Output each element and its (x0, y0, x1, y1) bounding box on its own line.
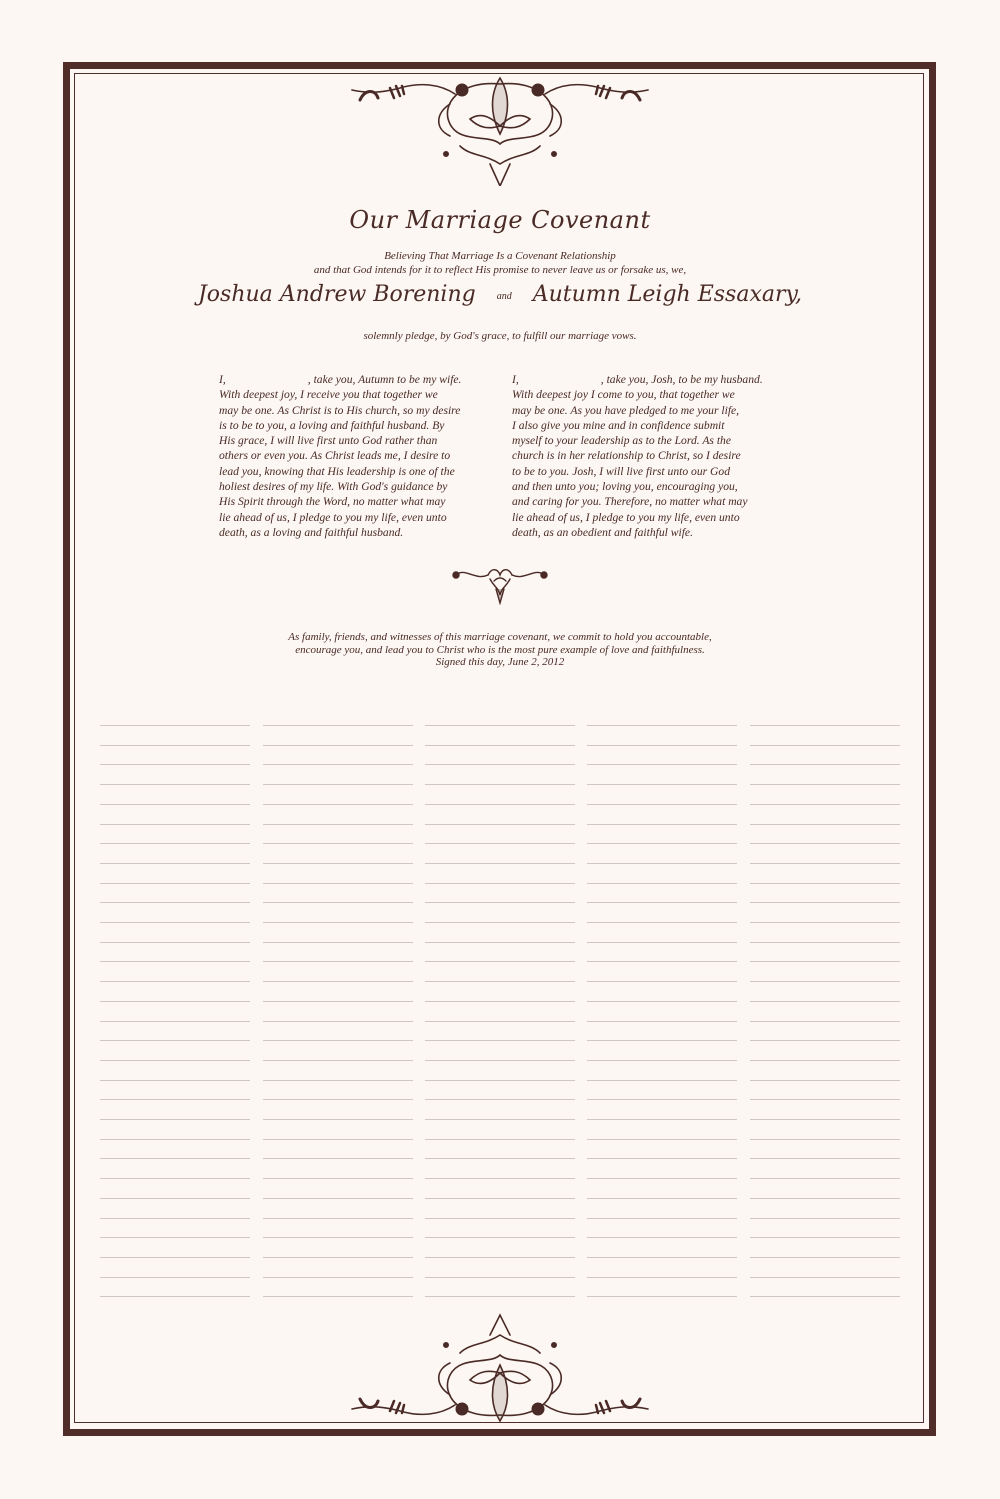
signature-line[interactable] (425, 1198, 575, 1199)
vow-line: may be one. As you have pledged to me your life, (512, 403, 740, 417)
signature-line[interactable] (587, 1257, 737, 1258)
vow-line: may be one. As Christ is to His church, so my desire (219, 403, 461, 417)
vow-line: His Spirit through the Word, no matter what may (219, 495, 446, 509)
signature-line[interactable] (100, 922, 250, 923)
signed-date: Signed this day, June 2, 2012 (435, 656, 565, 668)
signature-line[interactable] (587, 1277, 737, 1278)
signature-line[interactable] (750, 961, 900, 962)
signature-line[interactable] (425, 922, 575, 923)
signature-line[interactable] (100, 1277, 250, 1278)
signature-line[interactable] (587, 942, 737, 943)
signature-line[interactable] (750, 1277, 900, 1278)
signature-line[interactable] (425, 883, 575, 884)
signature-line[interactable] (587, 883, 737, 884)
signature-line[interactable] (425, 1277, 575, 1278)
signature-line[interactable] (425, 824, 575, 825)
signature-line[interactable] (100, 942, 250, 943)
witness-statement (0, 631, 1000, 669)
signature-line[interactable] (263, 804, 413, 805)
signature-line[interactable] (263, 1080, 413, 1081)
signature-line[interactable] (425, 804, 575, 805)
signature-line[interactable] (263, 1257, 413, 1258)
signature-line[interactable] (263, 1237, 413, 1238)
signature-line[interactable] (750, 1178, 900, 1179)
signature-line[interactable] (425, 1119, 575, 1120)
vow-line: church is in her relationship to Christ, so I desire (512, 449, 741, 463)
signature-line[interactable] (100, 1021, 250, 1022)
signature-line[interactable] (263, 1099, 413, 1100)
signature-line[interactable] (263, 1060, 413, 1061)
signature-line[interactable] (587, 1178, 737, 1179)
signature-line[interactable] (425, 784, 575, 785)
vow-first-line (512, 372, 802, 387)
signature-line[interactable] (750, 1119, 900, 1120)
signature-line[interactable] (425, 843, 575, 844)
signature-line[interactable] (263, 764, 413, 765)
bottom-flourish-icon (340, 1310, 660, 1425)
signature-line[interactable] (263, 1040, 413, 1041)
signature-line[interactable] (425, 1099, 575, 1100)
pledge-text: solemnly pledge, by God's grace, to fulfill our marriage vows. (363, 330, 637, 342)
signature-line[interactable] (587, 922, 737, 923)
signature-line[interactable] (750, 1060, 900, 1061)
signature-line[interactable] (750, 1040, 900, 1041)
signature-line[interactable] (263, 902, 413, 903)
signature-line[interactable] (263, 1158, 413, 1159)
signature-line[interactable] (587, 1218, 737, 1219)
signature-line[interactable] (750, 1021, 900, 1022)
signature-line[interactable] (263, 1178, 413, 1179)
vow-prefix: I, (219, 373, 226, 386)
vow-line: death, as a loving and faithful husband. (219, 525, 404, 539)
vow-line: death, as an obedient and faithful wife. (512, 525, 693, 539)
signature-line[interactable] (100, 1257, 250, 1258)
signature-line[interactable] (750, 1158, 900, 1159)
signature-line[interactable] (100, 1139, 250, 1140)
vow-first-line (219, 372, 509, 387)
signature-line[interactable] (750, 1296, 900, 1297)
signature-line[interactable] (100, 863, 250, 864)
signature-line[interactable] (100, 745, 250, 746)
signature-line[interactable] (750, 981, 900, 982)
signature-line[interactable] (425, 745, 575, 746)
couple-names (0, 282, 1000, 307)
signature-line[interactable] (100, 1178, 250, 1179)
vow-suffix: , take you, Autumn to be my wife. (307, 373, 462, 386)
signature-line[interactable] (263, 942, 413, 943)
signature-line[interactable] (263, 1119, 413, 1120)
signature-line[interactable] (425, 863, 575, 864)
signature-line[interactable] (587, 745, 737, 746)
vow-line: I also give you mine and in confidence submit (512, 418, 725, 432)
signature-line[interactable] (100, 883, 250, 884)
signature-line[interactable] (263, 843, 413, 844)
groom-vows (219, 372, 509, 540)
signature-line[interactable] (100, 1198, 250, 1199)
signature-line[interactable] (263, 1198, 413, 1199)
signature-line[interactable] (425, 1178, 575, 1179)
signature-line[interactable] (587, 1139, 737, 1140)
signature-line[interactable] (750, 1218, 900, 1219)
signature-line[interactable] (750, 1198, 900, 1199)
page-title: Our Marriage Covenant (349, 206, 651, 234)
signature-line[interactable] (100, 824, 250, 825)
vow-line: and then unto you; loving you, encouraging you, (512, 480, 738, 494)
signature-line[interactable] (750, 1257, 900, 1258)
signature-line[interactable] (425, 1001, 575, 1002)
signature-line[interactable] (100, 1237, 250, 1238)
signature-line[interactable] (750, 824, 900, 825)
signature-line[interactable] (263, 745, 413, 746)
signature-line[interactable] (100, 961, 250, 962)
signature-line[interactable] (750, 1099, 900, 1100)
signature-line[interactable] (100, 784, 250, 785)
vow-suffix: , take you, Josh, to be my husband. (600, 373, 763, 386)
signature-line[interactable] (425, 1060, 575, 1061)
signature-line[interactable] (263, 784, 413, 785)
vow-line: His grace, I will live first unto God rather than (219, 434, 438, 448)
signature-line[interactable] (263, 1139, 413, 1140)
witness-line: As family, friends, and witnesses of this marriage covenant, we commit to hold you accountable, (288, 631, 712, 643)
vow-line: others or even you. As Christ leads me, I desire to (219, 449, 451, 463)
signature-line[interactable] (587, 1001, 737, 1002)
signature-line[interactable] (100, 981, 250, 982)
signature-line[interactable] (425, 902, 575, 903)
bride-vows (512, 372, 802, 540)
signature-line[interactable] (100, 1099, 250, 1100)
bride-name: Autumn Leigh Essaxary, (532, 282, 802, 307)
vow-line: lie ahead of us, I pledge to you my life, even unto (219, 510, 447, 524)
signature-line[interactable] (750, 902, 900, 903)
signature-line[interactable] (425, 1080, 575, 1081)
signature-line[interactable] (263, 863, 413, 864)
signature-line[interactable] (750, 745, 900, 746)
signature-line[interactable] (100, 1119, 250, 1120)
signature-line[interactable] (263, 1277, 413, 1278)
signature-line[interactable] (587, 1099, 737, 1100)
signature-line[interactable] (750, 784, 900, 785)
signature-line[interactable] (750, 883, 900, 884)
vow-line: and caring for you. Therefore, no matter what may (512, 495, 748, 509)
signature-line[interactable] (587, 784, 737, 785)
signature-line[interactable] (587, 725, 737, 726)
signature-line[interactable] (750, 1139, 900, 1140)
names-connector: and (496, 291, 512, 302)
signature-line[interactable] (425, 1257, 575, 1258)
signature-line[interactable] (750, 725, 900, 726)
signature-line[interactable] (100, 1001, 250, 1002)
vow-line: With deepest joy, I receive you that together we (219, 388, 438, 402)
signature-line[interactable] (100, 764, 250, 765)
signature-line[interactable] (425, 1237, 575, 1238)
signature-line[interactable] (425, 764, 575, 765)
signature-line[interactable] (263, 824, 413, 825)
vow-line: myself to your leadership as to the Lord. As the (512, 434, 731, 448)
signature-line[interactable] (587, 1198, 737, 1199)
signature-line[interactable] (425, 1218, 575, 1219)
signature-line[interactable] (425, 981, 575, 982)
signature-line[interactable] (587, 1119, 737, 1120)
signature-line[interactable] (425, 1021, 575, 1022)
signature-line[interactable] (263, 1218, 413, 1219)
signature-line[interactable] (263, 961, 413, 962)
signature-line[interactable] (750, 843, 900, 844)
signature-line[interactable] (425, 1139, 575, 1140)
signature-line[interactable] (263, 1021, 413, 1022)
groom-name: Joshua Andrew Borening (197, 282, 476, 307)
vow-line: lead you, knowing that His leadership is one of the (219, 464, 455, 478)
signature-line[interactable] (100, 804, 250, 805)
signature-line[interactable] (100, 1060, 250, 1061)
signature-line[interactable] (587, 824, 737, 825)
signature-line[interactable] (587, 843, 737, 844)
vow-line: is to be to you, a loving and faithful husband. By (219, 418, 445, 432)
signature-line[interactable] (263, 981, 413, 982)
vow-line: With deepest joy I come to you, that together we (512, 388, 735, 402)
signature-line[interactable] (263, 922, 413, 923)
signature-line[interactable] (587, 1080, 737, 1081)
signature-line[interactable] (587, 1021, 737, 1022)
signature-line[interactable] (750, 1080, 900, 1081)
signature-line[interactable] (587, 1040, 737, 1041)
signature-line[interactable] (100, 725, 250, 726)
signature-line[interactable] (750, 804, 900, 805)
signature-line[interactable] (425, 942, 575, 943)
top-flourish-icon (340, 74, 660, 186)
signature-line[interactable] (263, 883, 413, 884)
signature-line[interactable] (587, 1237, 737, 1238)
signature-line[interactable] (263, 1296, 413, 1297)
witness-line: encourage you, and lead you to Christ who is the most pure example of love and faithfulness. (295, 643, 705, 656)
signature-line[interactable] (750, 764, 900, 765)
vow-line: holiest desires of my life. With God's guidance by (219, 480, 448, 494)
signature-line[interactable] (587, 981, 737, 982)
signature-line[interactable] (100, 1218, 250, 1219)
signature-line[interactable] (587, 1296, 737, 1297)
subtitle-line-1: Believing That Marriage Is a Covenant Relationship (384, 250, 616, 262)
subtitle-line-2: and that God intends for it to reflect His promise to never leave us or forsake us, we, (313, 264, 687, 276)
signature-line[interactable] (587, 961, 737, 962)
signature-line[interactable] (587, 902, 737, 903)
signature-line[interactable] (100, 902, 250, 903)
signature-line[interactable] (100, 1040, 250, 1041)
signature-line[interactable] (425, 961, 575, 962)
signature-line[interactable] (425, 1040, 575, 1041)
signature-line[interactable] (587, 1158, 737, 1159)
signature-line[interactable] (263, 1001, 413, 1002)
signature-line[interactable] (750, 942, 900, 943)
signature-line[interactable] (750, 863, 900, 864)
signature-line[interactable] (425, 725, 575, 726)
signature-line[interactable] (263, 725, 413, 726)
signature-line[interactable] (750, 1001, 900, 1002)
signature-line[interactable] (100, 843, 250, 844)
signature-line[interactable] (750, 922, 900, 923)
signature-line[interactable] (750, 1237, 900, 1238)
vow-line: to be to you. Josh, I will live first unto our God (512, 464, 731, 478)
signature-line[interactable] (425, 1296, 575, 1297)
signature-line[interactable] (100, 1158, 250, 1159)
vow-line: lie ahead of us, I pledge to you my life, even unto (512, 510, 740, 524)
signature-line[interactable] (587, 1060, 737, 1061)
signature-line[interactable] (587, 863, 737, 864)
signature-line[interactable] (100, 1080, 250, 1081)
small-flourish-icon (450, 565, 550, 605)
signature-line[interactable] (100, 1296, 250, 1297)
signature-line[interactable] (587, 804, 737, 805)
vow-prefix: I, (512, 373, 519, 386)
signature-line[interactable] (425, 1158, 575, 1159)
signature-line[interactable] (587, 764, 737, 765)
